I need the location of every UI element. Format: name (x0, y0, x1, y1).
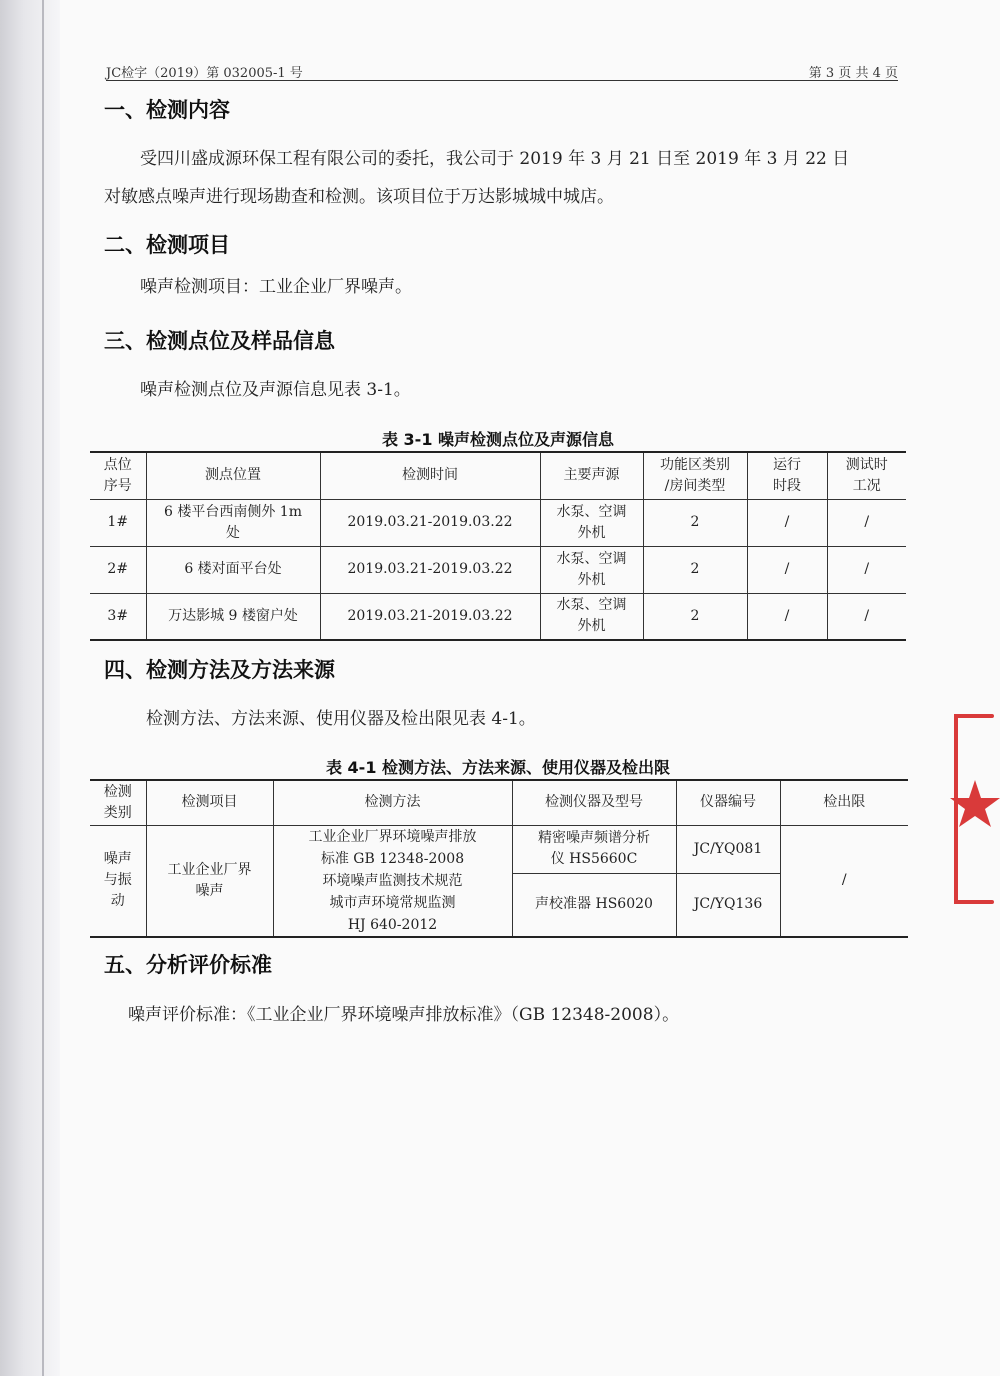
table-cell: / (827, 593, 906, 640)
section-2-text: 噪声检测项目：工业企业厂界噪声。 (140, 277, 412, 297)
section-1-title: 一、检测内容 (104, 98, 230, 122)
table-cell: 万达影城 9 楼窗户处 (146, 593, 320, 640)
limit-cell: / (780, 825, 908, 937)
item-cell: 工业企业厂界 噪声 (146, 825, 273, 937)
page-header (106, 62, 898, 81)
table-cell: 1# (90, 499, 146, 546)
section-4-text: 检测方法、方法来源、使用仪器及检出限见表 4-1。 (146, 709, 536, 729)
table-4-1 (90, 779, 908, 938)
table-cell: 6 楼对面平台处 (146, 546, 320, 593)
header-cell: 功能区类别 /房间类型 (643, 452, 747, 499)
header-cell: 测点位置 (146, 452, 320, 499)
header-cell: 主要声源 (540, 452, 643, 499)
section-5-title: 五、分析评价标准 (104, 953, 272, 977)
table-cell: 2019.03.21-2019.03.22 (320, 499, 540, 546)
category-cell: 噪声 与振 动 (90, 825, 146, 937)
header-cell: 检测时间 (320, 452, 540, 499)
header-cell: 测试时 工况 (827, 452, 906, 499)
table-cell: 3# (90, 593, 146, 640)
table-row (90, 825, 908, 873)
table-cell: 水泵、空调 外机 (540, 499, 643, 546)
table-row (90, 546, 906, 593)
instrument-cell: 声校准器 HS6020 (512, 873, 676, 937)
seal-stamp (950, 712, 1000, 908)
table-cell: 水泵、空调 外机 (540, 546, 643, 593)
header-cell: 检出限 (780, 780, 908, 825)
table-3-1-header-row (90, 452, 906, 499)
table-row (90, 593, 906, 640)
header-cell: 检测方法 (273, 780, 512, 825)
header-cell: 检测项目 (146, 780, 273, 825)
code-cell: JC/YQ081 (676, 825, 780, 873)
table-cell: 2# (90, 546, 146, 593)
section-1-line-2: 对敏感点噪声进行现场勘查和检测。该项目位于万达影城城中城店。 (104, 187, 614, 207)
section-3-title: 三、检测点位及样品信息 (104, 329, 335, 353)
table-cell: 2 (643, 546, 747, 593)
section-1-line-1: 受四川盛成源环保工程有限公司的委托，我公司于 2019 年 3 月 21 日至 2019 年 3 月 22 日 (140, 149, 850, 169)
table-cell: 2019.03.21-2019.03.22 (320, 546, 540, 593)
binding-line (42, 0, 44, 1376)
table-cell: / (747, 546, 827, 593)
section-3-text: 噪声检测点位及声源信息见表 3-1。 (140, 380, 411, 400)
table-cell: 2019.03.21-2019.03.22 (320, 593, 540, 640)
table-cell: / (747, 499, 827, 546)
table-3-1 (90, 451, 906, 641)
code-cell: JC/YQ136 (676, 873, 780, 937)
table-cell: 6 楼平台西南侧外 1m 处 (146, 499, 320, 546)
header-cell: 运行 时段 (747, 452, 827, 499)
table-4-1-header-row (90, 780, 908, 825)
section-4-title: 四、检测方法及方法来源 (104, 658, 335, 682)
table-cell: 2 (643, 593, 747, 640)
header-cell: 仪器编号 (676, 780, 780, 825)
table-cell: / (827, 546, 906, 593)
header-cell: 检测仪器及型号 (512, 780, 676, 825)
instrument-cell: 精密噪声频谱分析 仪 HS5660C (512, 825, 676, 873)
header-cell: 点位 序号 (90, 452, 146, 499)
table-cell: 水泵、空调 外机 (540, 593, 643, 640)
section-5-text: 噪声评价标准：《工业企业厂界环境噪声排放标准》（GB 12348-2008）。 (128, 1005, 680, 1025)
table-cell: 2 (643, 499, 747, 546)
table-4-1-caption: 表 4-1 检测方法、方法来源、使用仪器及检出限 (325, 758, 671, 777)
table-row (90, 499, 906, 546)
section-2-title: 二、检测项目 (104, 233, 230, 257)
table-3-1-caption: 表 3-1 噪声检测点位及声源信息 (381, 430, 615, 449)
binding-spine (0, 0, 60, 1376)
header-cell: 检测 类别 (90, 780, 146, 825)
table-cell: / (747, 593, 827, 640)
table-cell: / (827, 499, 906, 546)
report-number: JC检字（2019）第 032005-1 号 (106, 66, 303, 81)
method-cell: 工业企业厂界环境噪声排放 标准 GB 12348-2008 环境噪声监测技术规范 城市声环境常规监测 HJ 640-2012 (273, 825, 512, 937)
page-number: 第 3 页 共 4 页 (808, 66, 898, 81)
